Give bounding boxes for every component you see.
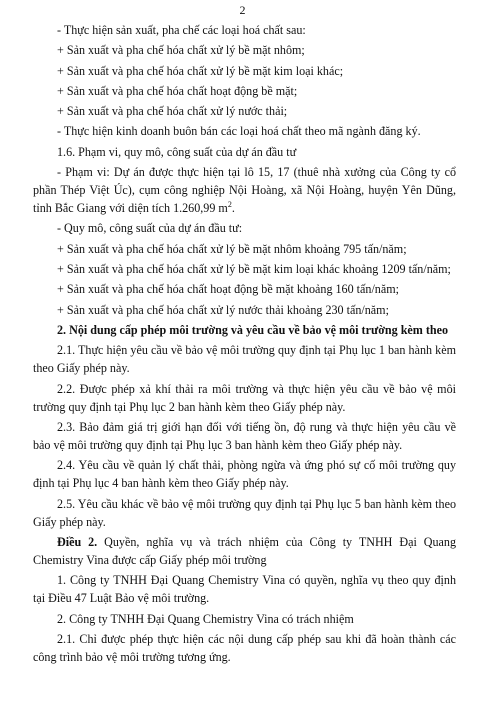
paragraph: 1. Công ty TNHH Đại Quang Chemistry Vina có quyền, nghĩa vụ theo quy định tại Điều 47 Luật Bảo vệ môi trường. [33, 573, 456, 606]
paragraph: - Thực hiện kinh doanh buôn bán các loại hoá chất theo mã ngành đăng ký. [57, 124, 421, 139]
paragraph: 2.4. Yêu cầu về quản lý chất thải, phòng ngừa và ứng phó sự cố môi trường quy định tại Phụ lục 4 ban hành kèm theo Giấy phép này. [33, 458, 456, 491]
paragraph: + Sản xuất và pha chế hóa chất xử lý bề mặt kim loại khác khoảng 1209 tấn/năm; [57, 262, 451, 276]
paragraph: + Sản xuất và pha chế hóa chất xử lý bề mặt kim loại khác; [57, 63, 344, 78]
paragraph: 2.5. Yêu cầu khác về bảo vệ môi trường quy định tại Phụ lục 5 ban hành kèm theo Giấy phép này. [33, 496, 456, 529]
paragraph: 1.6. Phạm vi, quy mô, công suất của dự án đầu tư [57, 144, 297, 159]
paragraph: 2.1. Chỉ được phép thực hiện các nội dung cấp phép sau khi đã hoàn thành các công trình bảo vệ môi trường tương ứng. [33, 632, 456, 665]
paragraph-tail: . [231, 201, 235, 216]
paragraph: + Sản xuất và pha chế hóa chất hoạt động bề mặt khoảng 160 tấn/năm; [57, 282, 399, 297]
article-paragraph [33, 533, 456, 569]
paragraph [33, 163, 456, 217]
paragraph-text: - Phạm vi: Dự án được thực hiện tại lô 15, 17 (thuê nhà xưởng của Công ty cổ phần Thép Việt Úc), cụm công nghiệp Nội Hoàng, xã Nội Hoàng, huyện Yên Dũng, tỉnh Bắc Giang với diện tích 1.260,99 m [33, 164, 456, 216]
paragraph-text: Quyền, nghĩa vụ và trách nhiệm của Công ty TNHH Đại Quang Chemistry Vina được cấp Giấy phép môi trường [33, 535, 456, 568]
paragraph: 2. Công ty TNHH Đại Quang Chemistry Vina có trách nhiệm [57, 611, 354, 626]
paragraph: + Sản xuất và pha chế hóa chất xử lý nước thải; [57, 104, 288, 119]
page-number: 2 [239, 3, 246, 17]
article-label: Điều 2. [57, 535, 98, 549]
paragraph: - Quy mô, công suất của dự án đầu tư: [57, 221, 243, 236]
paragraph: 2.1. Thực hiện yêu cầu về bảo vệ môi trường quy định tại Phụ lục 1 ban hành kèm theo Giấy phép này. [33, 343, 456, 376]
paragraph: - Thực hiện sản xuất, pha chế các loại hoá chất sau: [57, 23, 306, 37]
paragraph: + Sản xuất và pha chế hóa chất xử lý bề mặt nhôm; [57, 43, 305, 58]
document-body [33, 21, 456, 668]
paragraph: + Sản xuất và pha chế hóa chất xử lý bề mặt nhôm khoảng 795 tấn/năm; [57, 241, 407, 256]
paragraph: 2.2. Được phép xả khí thải ra môi trường và thực hiện yêu cầu về bảo vệ môi trường quy định tại Phụ lục 2 ban hành kèm theo Giấy phép này. [33, 381, 456, 414]
section-heading: 2. Nội dung cấp phép môi trường và yêu cầu về bảo vệ môi trường kèm theo [57, 322, 449, 337]
paragraph: 2.3. Bảo đảm giá trị giới hạn đối với tiếng ồn, độ rung và thực hiện yêu cầu về bảo vệ môi trường quy định tại Phụ lục 3 ban hành kèm theo Giấy phép này. [33, 419, 456, 452]
superscript: 2 [227, 200, 232, 210]
paragraph: + Sản xuất và pha chế hóa chất hoạt động bề mặt; [57, 83, 298, 98]
paragraph: + Sản xuất và pha chế hóa chất xử lý nước thải khoảng 230 tấn/năm; [57, 302, 389, 317]
